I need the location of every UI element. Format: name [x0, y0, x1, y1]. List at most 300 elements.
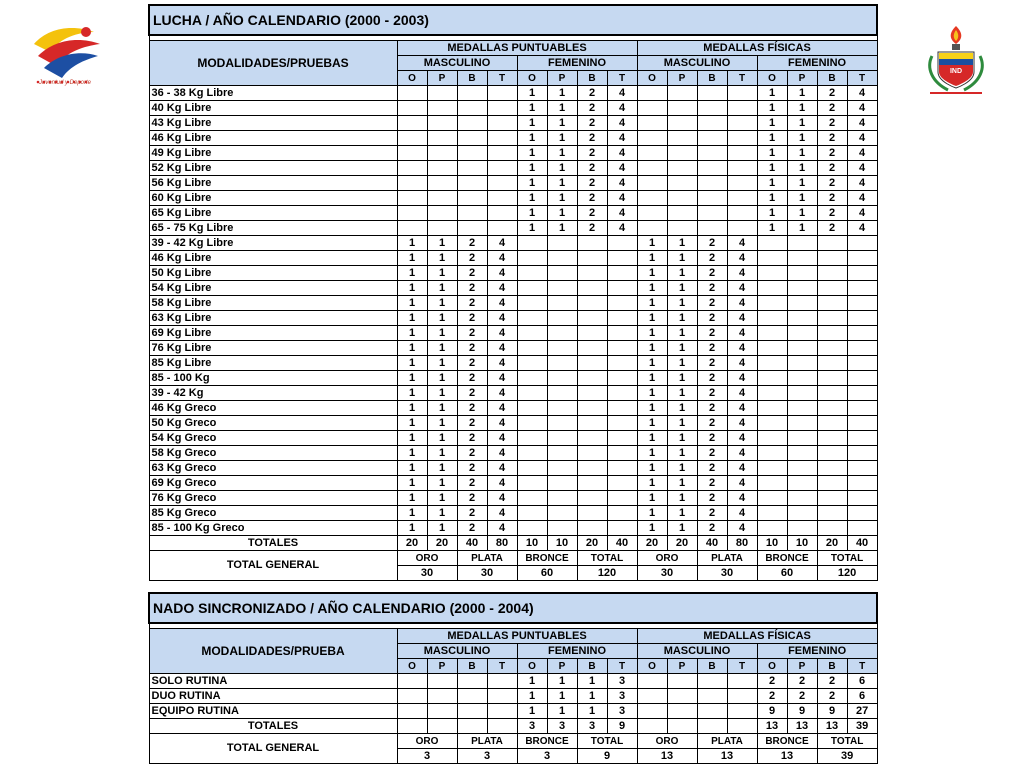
row-value [817, 341, 847, 356]
totales-value: 20 [637, 536, 667, 551]
row-value [847, 326, 877, 341]
row-value [397, 101, 427, 116]
masculino-header: MASCULINO [637, 56, 757, 71]
row-value [427, 176, 457, 191]
row-value: 1 [427, 251, 457, 266]
row-value [547, 251, 577, 266]
totales-value: 10 [547, 536, 577, 551]
opbt-header: B [817, 71, 847, 86]
row-value [397, 176, 427, 191]
table-row [149, 311, 877, 326]
row-value: 1 [757, 161, 787, 176]
row-label: EQUIPO RUTINA [149, 704, 397, 719]
svg-text:IND: IND [949, 68, 963, 75]
row-value: 1 [667, 521, 697, 536]
row-value [577, 521, 607, 536]
row-label: 46 Kg Libre [149, 131, 397, 146]
row-value [517, 386, 547, 401]
row-value: 1 [547, 191, 577, 206]
row-value: 1 [547, 176, 577, 191]
row-label: SOLO RUTINA [149, 674, 397, 689]
table-row [149, 386, 877, 401]
row-value: 4 [727, 281, 757, 296]
row-value: 4 [727, 401, 757, 416]
row-value: 4 [487, 491, 517, 506]
row-value [847, 491, 877, 506]
total-general-value: 30 [697, 566, 757, 581]
row-value [787, 356, 817, 371]
row-value: 1 [397, 236, 427, 251]
row-value [607, 476, 637, 491]
row-label: 54 Kg Greco [149, 431, 397, 446]
row-value: 2 [697, 476, 727, 491]
total-general-labels-row [149, 734, 877, 749]
row-value: 1 [637, 341, 667, 356]
row-value: 4 [487, 326, 517, 341]
opbt-header: T [847, 71, 877, 86]
row-value: 1 [637, 281, 667, 296]
row-value [547, 311, 577, 326]
row-value: 1 [667, 461, 697, 476]
opbt-header: T [847, 659, 877, 674]
row-value [397, 116, 427, 131]
row-value [577, 311, 607, 326]
row-value [667, 86, 697, 101]
table-row [149, 491, 877, 506]
row-value: 1 [397, 461, 427, 476]
row-value: 2 [697, 251, 727, 266]
row-value: 9 [757, 704, 787, 719]
row-value [667, 116, 697, 131]
row-value: 1 [397, 281, 427, 296]
row-value: 1 [757, 146, 787, 161]
row-value: 1 [547, 221, 577, 236]
total-general-value: 3 [397, 749, 457, 764]
row-value: 2 [577, 176, 607, 191]
row-value: 1 [397, 326, 427, 341]
row-value: 4 [847, 206, 877, 221]
row-value: 2 [457, 491, 487, 506]
row-value [487, 191, 517, 206]
total-general-column-label: PLATA [457, 734, 517, 749]
row-value: 4 [727, 431, 757, 446]
row-value [517, 266, 547, 281]
row-value [817, 296, 847, 311]
row-value: 1 [517, 146, 547, 161]
row-value: 2 [817, 161, 847, 176]
row-value [847, 356, 877, 371]
row-value [457, 191, 487, 206]
row-value [697, 191, 727, 206]
row-value [517, 281, 547, 296]
medallas-fisicas-header: MEDALLAS FÍSICAS [637, 41, 877, 56]
total-general-value: 120 [577, 566, 637, 581]
table-row [149, 146, 877, 161]
row-value: 4 [487, 461, 517, 476]
totales-value: 3 [517, 719, 547, 734]
table-row [149, 356, 877, 371]
row-value [547, 281, 577, 296]
row-value [517, 326, 547, 341]
row-value: 1 [547, 101, 577, 116]
row-value [787, 281, 817, 296]
row-label: 46 Kg Libre [149, 251, 397, 266]
row-value [427, 674, 457, 689]
row-value: 1 [757, 176, 787, 191]
row-value: 1 [397, 251, 427, 266]
totales-value: 13 [787, 719, 817, 734]
row-value [487, 131, 517, 146]
row-value [607, 416, 637, 431]
opbt-header: B [817, 659, 847, 674]
opbt-header: O [757, 659, 787, 674]
row-value [607, 461, 637, 476]
table-row [149, 176, 877, 191]
row-value: 4 [487, 251, 517, 266]
row-value: 1 [637, 311, 667, 326]
row-value [517, 311, 547, 326]
row-value [817, 521, 847, 536]
row-value [667, 674, 697, 689]
row-value: 1 [427, 386, 457, 401]
total-general-column-label: TOTAL [817, 551, 877, 566]
total-general-value: 60 [757, 566, 817, 581]
row-value: 1 [787, 116, 817, 131]
row-value [397, 131, 427, 146]
row-value: 1 [637, 521, 667, 536]
row-value: 4 [727, 356, 757, 371]
femenino-header: FEMENINO [757, 56, 877, 71]
row-value: 2 [697, 326, 727, 341]
row-value [787, 506, 817, 521]
row-value [667, 101, 697, 116]
row-value: 1 [667, 401, 697, 416]
row-value [847, 476, 877, 491]
row-value: 1 [397, 266, 427, 281]
row-value [757, 446, 787, 461]
table-row [149, 296, 877, 311]
row-value [457, 161, 487, 176]
row-value [487, 101, 517, 116]
row-value [787, 251, 817, 266]
totales-value [667, 719, 697, 734]
total-general-column-label: PLATA [697, 734, 757, 749]
row-value: 2 [697, 386, 727, 401]
row-value: 2 [697, 311, 727, 326]
row-value: 9 [787, 704, 817, 719]
row-value [637, 146, 667, 161]
row-value: 1 [517, 206, 547, 221]
row-value: 4 [607, 131, 637, 146]
row-value: 1 [787, 221, 817, 236]
total-general-column-label: BRONCE [757, 734, 817, 749]
femenino-header: FEMENINO [517, 644, 637, 659]
row-value [547, 356, 577, 371]
row-value: 6 [847, 689, 877, 704]
total-general-column-label: TOTAL [817, 734, 877, 749]
row-value [757, 521, 787, 536]
ind-emblem-logo [918, 22, 994, 98]
row-value [547, 416, 577, 431]
row-value: 1 [547, 704, 577, 719]
row-value [847, 251, 877, 266]
row-value [667, 146, 697, 161]
row-value: 1 [427, 521, 457, 536]
row-value [607, 311, 637, 326]
row-value: 1 [427, 281, 457, 296]
opbt-header: P [427, 71, 457, 86]
table-row [149, 446, 877, 461]
row-value: 1 [667, 236, 697, 251]
row-value: 2 [817, 206, 847, 221]
row-value: 1 [667, 341, 697, 356]
row-value: 1 [637, 251, 667, 266]
row-value [547, 371, 577, 386]
row-value: 2 [817, 86, 847, 101]
opbt-header: O [637, 659, 667, 674]
row-value [607, 341, 637, 356]
row-value: 1 [637, 416, 667, 431]
row-value [817, 401, 847, 416]
row-value: 1 [397, 401, 427, 416]
row-label: 65 - 75 Kg Libre [149, 221, 397, 236]
femenino-header: FEMENINO [757, 644, 877, 659]
row-value: 1 [787, 161, 817, 176]
row-value [847, 461, 877, 476]
table-row [149, 266, 877, 281]
opbt-header: O [757, 71, 787, 86]
opbt-header: O [637, 71, 667, 86]
row-value: 2 [457, 416, 487, 431]
totales-value: 13 [817, 719, 847, 734]
row-value [697, 689, 727, 704]
row-value: 1 [427, 311, 457, 326]
row-value: 4 [847, 221, 877, 236]
opbt-header: T [487, 659, 517, 674]
row-value [637, 101, 667, 116]
row-value [547, 401, 577, 416]
row-value [697, 704, 727, 719]
totales-value: 39 [847, 719, 877, 734]
opbt-header: P [667, 659, 697, 674]
row-value [667, 689, 697, 704]
row-value: 1 [427, 296, 457, 311]
row-value: 2 [697, 281, 727, 296]
row-value: 1 [427, 476, 457, 491]
row-value [577, 401, 607, 416]
row-value [457, 116, 487, 131]
row-value [787, 296, 817, 311]
row-value: 4 [607, 221, 637, 236]
row-value [457, 704, 487, 719]
row-value: 2 [697, 491, 727, 506]
row-value [577, 506, 607, 521]
row-value [517, 236, 547, 251]
row-value [517, 296, 547, 311]
row-value [817, 266, 847, 281]
row-value: 1 [427, 416, 457, 431]
opbt-header: T [487, 71, 517, 86]
medallas-puntuables-header: MEDALLAS PUNTUABLES [397, 41, 637, 56]
row-value [847, 416, 877, 431]
row-value [787, 326, 817, 341]
row-value: 1 [397, 491, 427, 506]
row-value [397, 146, 427, 161]
total-general-column-label: ORO [397, 734, 457, 749]
totales-value [457, 719, 487, 734]
total-general-column-label: ORO [397, 551, 457, 566]
total-general-column-label: ORO [637, 734, 697, 749]
row-value: 1 [517, 131, 547, 146]
row-value: 1 [667, 431, 697, 446]
row-label: 43 Kg Libre [149, 116, 397, 131]
row-value: 1 [517, 86, 547, 101]
nado-title: NADO SINCRONIZADO / AÑO CALENDARIO (2000 - 2004) [149, 593, 877, 623]
row-value [697, 206, 727, 221]
total-general-column-label: BRONCE [757, 551, 817, 566]
row-value [487, 674, 517, 689]
row-value [517, 431, 547, 446]
row-value [757, 371, 787, 386]
table-row [149, 674, 877, 689]
row-value [817, 311, 847, 326]
row-value [727, 674, 757, 689]
table-row [149, 689, 877, 704]
row-value: 1 [667, 476, 697, 491]
row-value: 1 [667, 386, 697, 401]
totales-row [149, 719, 877, 734]
row-value [547, 236, 577, 251]
total-general-label: TOTAL GENERAL [149, 551, 397, 581]
modalidades-header: MODALIDADES/PRUEBA [149, 629, 397, 674]
row-value: 2 [457, 266, 487, 281]
row-value: 1 [637, 236, 667, 251]
opbt-header: P [427, 659, 457, 674]
row-value [547, 506, 577, 521]
row-value [847, 506, 877, 521]
row-value: 2 [577, 146, 607, 161]
row-value [787, 476, 817, 491]
row-value [727, 131, 757, 146]
totales-value: 80 [727, 536, 757, 551]
opbt-header: B [697, 659, 727, 674]
total-general-column-label: ORO [637, 551, 697, 566]
total-general-value: 30 [457, 566, 517, 581]
row-value: 1 [757, 116, 787, 131]
opbt-header: T [607, 71, 637, 86]
row-value: 2 [697, 416, 727, 431]
row-value: 2 [577, 161, 607, 176]
row-value: 2 [757, 689, 787, 704]
row-value: 2 [457, 476, 487, 491]
row-value: 4 [727, 461, 757, 476]
row-value [757, 266, 787, 281]
row-value: 4 [727, 236, 757, 251]
row-value: 4 [607, 146, 637, 161]
row-value: 3 [607, 704, 637, 719]
row-value [487, 116, 517, 131]
row-label: 39 - 42 Kg [149, 386, 397, 401]
table-row [149, 371, 877, 386]
row-value: 1 [397, 371, 427, 386]
opbt-header: B [697, 71, 727, 86]
totales-value: 80 [487, 536, 517, 551]
row-value: 1 [757, 86, 787, 101]
row-value: 2 [457, 431, 487, 446]
row-value: 4 [487, 356, 517, 371]
row-value [757, 281, 787, 296]
masculino-header: MASCULINO [637, 644, 757, 659]
row-value [667, 161, 697, 176]
row-value [817, 386, 847, 401]
row-value: 1 [397, 521, 427, 536]
row-value [487, 86, 517, 101]
table-row [149, 431, 877, 446]
row-value [817, 356, 847, 371]
row-value [727, 704, 757, 719]
row-value [727, 206, 757, 221]
row-value: 1 [397, 431, 427, 446]
totales-value: 10 [517, 536, 547, 551]
totales-value [637, 719, 667, 734]
row-value: 4 [487, 341, 517, 356]
row-value: 1 [637, 326, 667, 341]
totales-value [727, 719, 757, 734]
table-row [149, 221, 877, 236]
row-value [727, 86, 757, 101]
row-value [457, 86, 487, 101]
row-value: 2 [457, 251, 487, 266]
total-general-column-label: TOTAL [577, 551, 637, 566]
row-value [787, 416, 817, 431]
opbt-header: O [397, 659, 427, 674]
row-value [787, 311, 817, 326]
row-value [577, 251, 607, 266]
row-value: 2 [457, 401, 487, 416]
row-value: 1 [667, 326, 697, 341]
row-value [457, 101, 487, 116]
row-value [577, 386, 607, 401]
row-label: 85 - 100 Kg [149, 371, 397, 386]
row-value: 4 [487, 446, 517, 461]
row-value [847, 401, 877, 416]
row-value [487, 221, 517, 236]
row-value [847, 281, 877, 296]
row-value: 4 [727, 491, 757, 506]
row-value [787, 491, 817, 506]
row-value: 4 [727, 476, 757, 491]
row-value: 4 [727, 251, 757, 266]
row-value: 4 [487, 416, 517, 431]
row-value [607, 491, 637, 506]
row-value [637, 191, 667, 206]
opbt-header: P [787, 71, 817, 86]
row-value: 2 [787, 674, 817, 689]
row-value: 2 [697, 371, 727, 386]
row-value [577, 476, 607, 491]
table-row [149, 206, 877, 221]
total-general-value: 3 [457, 749, 517, 764]
table-row [149, 704, 877, 719]
row-value [817, 431, 847, 446]
row-value: 4 [847, 131, 877, 146]
totales-value: 40 [697, 536, 727, 551]
row-value [727, 101, 757, 116]
totales-value: 10 [787, 536, 817, 551]
table-row [149, 521, 877, 536]
lucha-table [148, 4, 878, 581]
row-value [697, 161, 727, 176]
